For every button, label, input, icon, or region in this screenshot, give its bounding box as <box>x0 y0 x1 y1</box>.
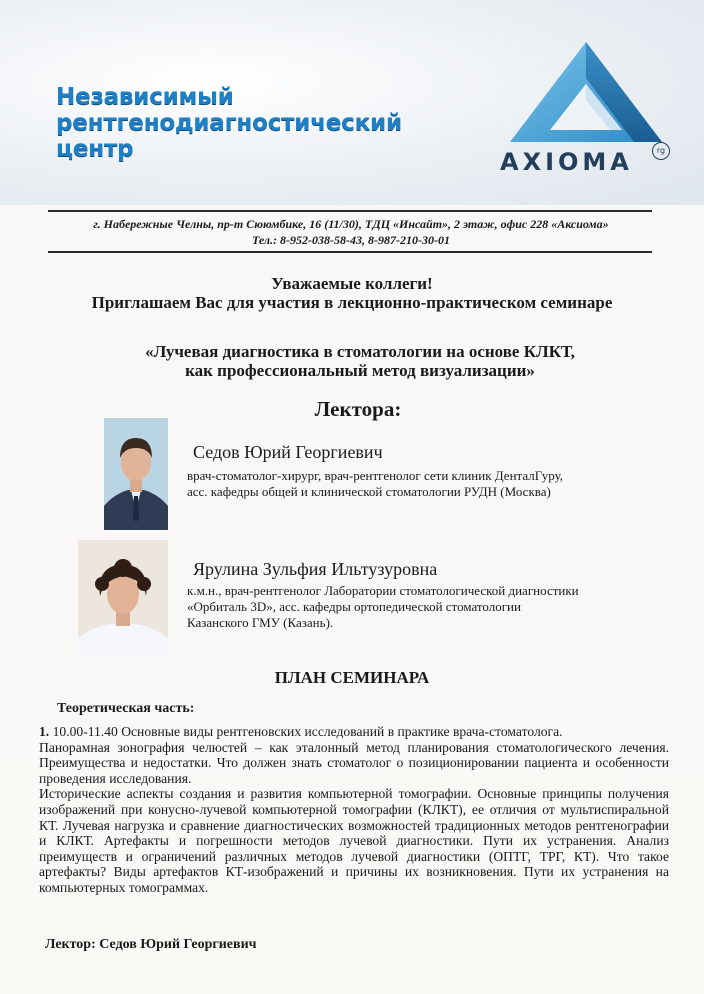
address-bottom-rule <box>48 251 652 253</box>
address: г. Набережные Челны, пр-т Сююмбике, 16 (11/30), ТДЦ «Инсайт», 2 этаж, офис 228 «Аксиома» <box>93 217 609 231</box>
lector-2-desc-line-2: «Орбиталь 3D», асс. кафедры ортопедической стоматологии <box>187 599 521 614</box>
item-number: 1. <box>39 724 50 739</box>
plan-paragraph-2: Панорамная зонография челюстей – как эталонный метод планирования стоматологического лечения. Преимущества и недостатки. Что должен знать стоматолог о позиционировании пациента и особенности проведения исследования. <box>39 739 669 786</box>
lector-2-desc-line-3: Казанского ГМУ (Казань). <box>187 615 334 630</box>
lector-1-desc-line-2: асс. кафедры общей и клинической стоматологии РУДН (Москва) <box>187 484 551 499</box>
plan-paragraph-1 <box>39 724 669 740</box>
plan-body <box>39 724 669 896</box>
plan-heading: ПЛАН СЕМИНАРА <box>274 668 430 687</box>
triangle-logo-icon <box>506 38 666 146</box>
lector-2-photo <box>78 540 168 656</box>
lector-2-desc-line-1: к.м.н., врач-рентгенолог Лаборатории стоматологической диагностики <box>187 583 579 598</box>
lectors-heading: Лектора: <box>314 397 402 421</box>
logo-text: AXIOMA <box>500 148 633 176</box>
invite-text: Приглашаем Вас для участия в лекционно-практическом семинаре <box>91 293 613 312</box>
lector-1-desc-line-1: врач-стоматолог-хирург, врач-рентгенолог сети клиник ДенталГуру, <box>187 468 564 483</box>
center-name-line-2: рентгенодиагностический <box>56 110 402 136</box>
address-top-rule <box>48 210 652 212</box>
greeting: Уважаемые коллеги! <box>271 274 433 293</box>
lector-1-name: Седов Юрий Георгиевич <box>193 442 383 462</box>
lector-1-desc <box>187 468 563 500</box>
plan-paragraph-3: Исторические аспекты создания и развития компьютерной томографии. Основные принципы получения изображений при конусно-лучевой компьютерной томографии (КЛКТ), ее отличия от мультиспиральной КТ. Лучевая нагрузка и сравнение диагностических возможностей традиционных методов рентгенографии и КЛКТ. Артефакты и погрешности методов лучевой диагностики. Пути их устранения. Анализ преимуществ и ограничений различных методов лучевой диагностики (ОПТГ, ТРГ, КТ). Что такое артефакты? Виды артефактов КТ-изображений и причины их возникновения. Пути их устранения на компьютерных томограммах. <box>39 786 669 895</box>
center-name <box>56 84 436 162</box>
female-portrait-photo-icon <box>78 540 168 656</box>
male-portrait-photo-icon <box>104 418 168 530</box>
logo-rg-mark: rg <box>652 142 670 160</box>
seminar-title-line-1: «Лучевая диагностика в стоматологии на основе КЛКТ, <box>145 342 575 361</box>
lector-2-desc <box>187 583 579 631</box>
theory-heading: Теоретическая часть: <box>57 701 195 716</box>
lector-2-name: Ярулина Зульфия Ильтузуровна <box>193 559 438 579</box>
phone: Тел.: 8-952-038-58-43, 8-987-210-30-01 <box>251 233 451 247</box>
plan-lector-line: Лектор: Седов Юрий Георгиевич <box>45 937 257 952</box>
plan-paragraph-1-text: 10.00-11.40 Основные виды рентгеновских исследований в практике врача-стоматолога. <box>52 724 563 739</box>
axioma-logo <box>498 38 678 188</box>
center-name-line-3: центр <box>56 136 134 162</box>
lector-1-photo <box>104 418 168 530</box>
seminar-title-line-2: как профессиональный метод визуализации» <box>185 361 535 380</box>
center-name-line-1: Независимый <box>56 84 234 110</box>
